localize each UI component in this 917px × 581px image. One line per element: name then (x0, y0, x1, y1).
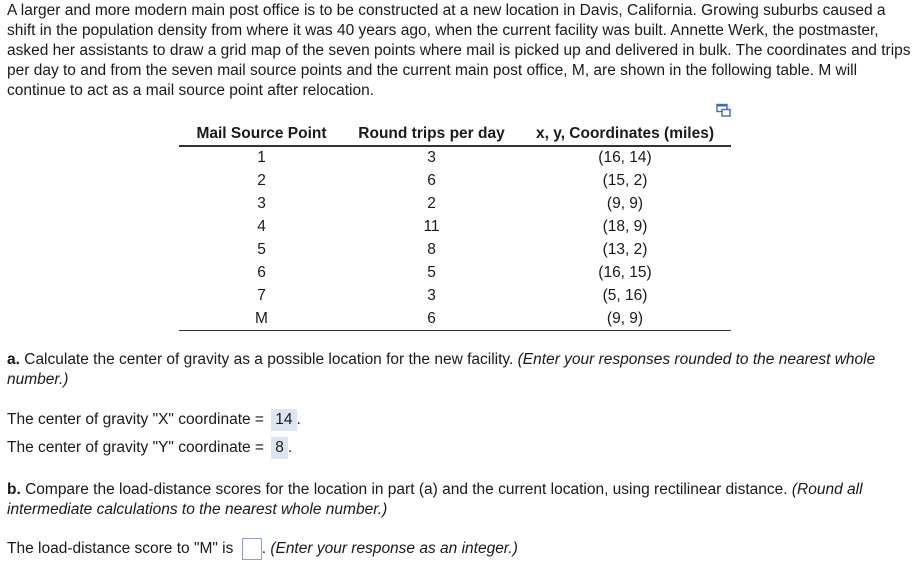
cell-point: 6 (257, 263, 266, 281)
cell-coords: (9, 9) (519, 307, 731, 330)
table-header-row (179, 123, 731, 146)
part-b-text: Compare the load-distance scores for the location in part (a) and the current location, using rectilinear distance. (20, 481, 792, 498)
load-distance-note: (Enter your response as an integer.) (270, 540, 518, 558)
cell-coords: (13, 2) (602, 241, 648, 258)
center-y-label: The center of gravity "Y" coordinate = (7, 439, 269, 456)
header-round-trips: Round trips per day (344, 123, 519, 146)
center-x-line (7, 409, 301, 431)
cell-trips: 3 (427, 149, 436, 167)
cell-trips: 11 (423, 218, 440, 236)
copy-table-icon[interactable] (716, 103, 731, 117)
center-y-period: . (287, 439, 293, 456)
cell-trips: 5 (427, 263, 436, 281)
mail-source-table (179, 123, 731, 331)
center-y-answer[interactable]: 8 (271, 437, 288, 459)
table-row (179, 193, 731, 216)
cell-trips: 2 (427, 195, 436, 213)
part-a-label: a. (7, 351, 20, 368)
table-row (179, 146, 731, 170)
table-row (179, 170, 731, 193)
cell-point: 2 (257, 172, 266, 190)
load-distance-label: The load-distance score to "M" is (7, 540, 238, 558)
cell-coords: (9, 9) (606, 195, 644, 213)
table-row (179, 239, 731, 262)
center-x-period: . (296, 411, 301, 428)
part-b-question (7, 480, 911, 520)
cell-point: 7 (257, 286, 266, 304)
cell-point: M (179, 307, 344, 330)
load-distance-period: . (261, 540, 271, 558)
cell-coords: (5, 16) (602, 286, 648, 304)
table-row (179, 284, 731, 307)
part-b-label: b. (7, 481, 21, 498)
part-a-question (7, 350, 907, 390)
load-distance-line (7, 538, 518, 560)
header-coordinates: x, y, Coordinates (miles) (519, 123, 731, 146)
cell-coords: (15, 2) (602, 172, 648, 190)
load-distance-input[interactable] (242, 538, 262, 560)
cell-coords: (16, 14) (598, 149, 652, 167)
part-b-note: (Round all intermediate calculations to the nearest whole number.) (7, 481, 863, 518)
cell-coords: (18, 9) (602, 218, 648, 236)
cell-coords: (16, 15) (598, 263, 652, 281)
header-mail-source-point: Mail Source Point (179, 123, 344, 146)
table-row (179, 307, 731, 330)
part-a-note: (Enter your responses rounded to the nearest whole number.) (7, 351, 876, 388)
cell-point: 3 (257, 195, 266, 213)
cell-trips: 6 (344, 307, 519, 330)
table-row (179, 216, 731, 239)
cell-trips: 8 (427, 241, 436, 258)
center-y-line (7, 437, 292, 459)
center-x-label: The center of gravity "X" coordinate = (7, 411, 269, 428)
center-x-answer[interactable]: 14 (271, 409, 296, 431)
cell-point: 5 (257, 241, 266, 258)
table-row (179, 261, 731, 284)
cell-trips: 3 (427, 286, 436, 304)
cell-point: 4 (257, 218, 266, 236)
cell-trips: 6 (427, 172, 436, 190)
problem-intro: A larger and more modern main post office is to be constructed at a new location in Davis, California. Growing suburbs caused a shift in the population density from where it was 40 years ago, when the current facility was built. Annette Werk, the postmaster, asked her assistants to draw a grid map of the seven points where mail is picked up and delivered in bulk. The coordinates and trips per day to and from the seven mail source points and the current main post office, M, are shown in the following table. M will continue to act as a mail source point after relocation. (7, 2, 911, 99)
cell-point: 1 (257, 149, 266, 167)
part-a-text: Calculate the center of gravity as a possible location for the new facility. (19, 351, 518, 368)
